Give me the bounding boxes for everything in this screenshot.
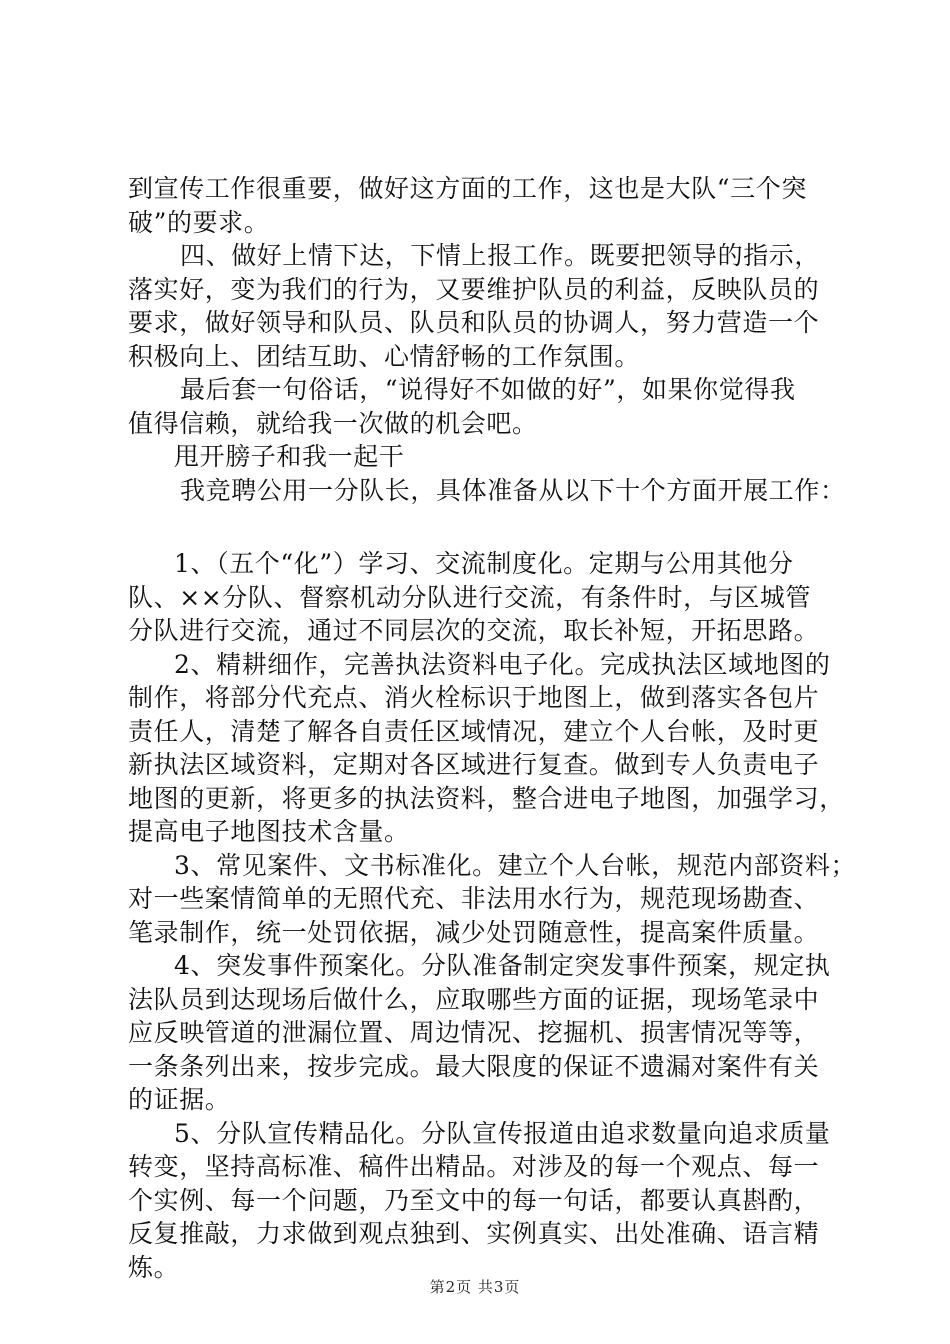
- text-line: 笔录制作，统一处罚依据，减少处罚随意性，提高案件质量。: [128, 917, 820, 947]
- text-line: 责任人，清楚了解各自责任区域情况，建立个人台帐，及时更: [128, 716, 820, 746]
- text-line: 到宣传工作很重要，做好这方面的工作，这也是大队“三个突: [128, 174, 807, 203]
- text-line: 2、精耕细作，完善执法资料电子化。完成执法区域地图的: [174, 649, 831, 679]
- text-line: 对一些案情简单的无照代充、非法用水行为，规范现场勘查、: [128, 884, 820, 913]
- text-line: 地图的更新，将更多的执法资料，整合进电子地图，加强学习，: [128, 783, 845, 813]
- text-line: 反复推敲，力求做到观点独到、实例真实、出处准确、语言精: [128, 1219, 820, 1248]
- body-text: [128, 172, 857, 1284]
- text-line: 5、分队宣传精品化。分队宣传报道由追求数量向追求质量: [174, 1118, 831, 1148]
- text-line: 4、突发事件预案化。分队准备制定突发事件预案，规定执: [174, 951, 831, 980]
- blank-line: [128, 507, 832, 547]
- subheading: 甩开膀子和我一起干: [174, 442, 405, 471]
- text-line: 新执法区域资料，定期对各区域进行复查。做到专人负责电子: [128, 750, 820, 779]
- text-line: 炼。: [128, 1252, 180, 1282]
- text-line: 法队员到达现场后做什么，应取哪些方面的证据，现场笔录中: [128, 984, 820, 1014]
- text-line: 要求，做好领导和队员、队员和队员的协调人，努力营造一个: [128, 308, 820, 337]
- text-line: 个实例、每一个问题，乃至文中的每一句话，都要认真斟酌，: [128, 1185, 820, 1215]
- page-footer: 第2页 共3页: [429, 1278, 521, 1296]
- text-line: 积极向上、团结互助、心情舒畅的工作氛围。: [128, 341, 641, 371]
- text-line: 3、常见案件、文书标准化。建立个人台帐，规范内部资料；: [174, 850, 857, 880]
- text-line: 破”的要求。: [128, 207, 270, 237]
- text-line: 最后套一句俗话，“说得好不如做的好”，如果你觉得我: [180, 375, 796, 404]
- text-line: 的证据。: [128, 1085, 231, 1114]
- text-line: 提高电子地图技术含量。: [128, 817, 410, 846]
- text-line: 制作，将部分代充点、消火栓标识于地图上，做到落实各包片: [128, 683, 820, 712]
- text-line: 应反映管道的泄漏位置、周边情况、挖掘机、损害情况等等，: [128, 1018, 820, 1047]
- text-line: 一条条列出来，按步完成。最大限度的保证不遗漏对案件有关: [128, 1051, 820, 1081]
- text-line: 1、（五个“化”）学习、交流制度化。定期与公用其他分: [174, 549, 794, 578]
- text-line: 值得信赖，就给我一次做的机会吧。: [128, 408, 538, 438]
- text-line: 转变，坚持高标准、稿件出精品。对涉及的每一个观点、每一: [128, 1152, 820, 1181]
- text-line: 落实好，变为我们的行为，又要维护队员的利益，反映队员的: [128, 274, 820, 304]
- text-line: 我竞聘公用一分队长，具体准备从以下十个方面开展工作：: [180, 475, 846, 505]
- text-line: 分队进行交流，通过不同层次的交流，取长补短，开拓思路。: [128, 616, 820, 645]
- text-line: 四、做好上情下达，下情上报工作。既要把领导的指示，: [180, 241, 821, 270]
- text-line: 队、××分队、督察机动分队进行交流，有条件时，与区城管: [128, 582, 812, 612]
